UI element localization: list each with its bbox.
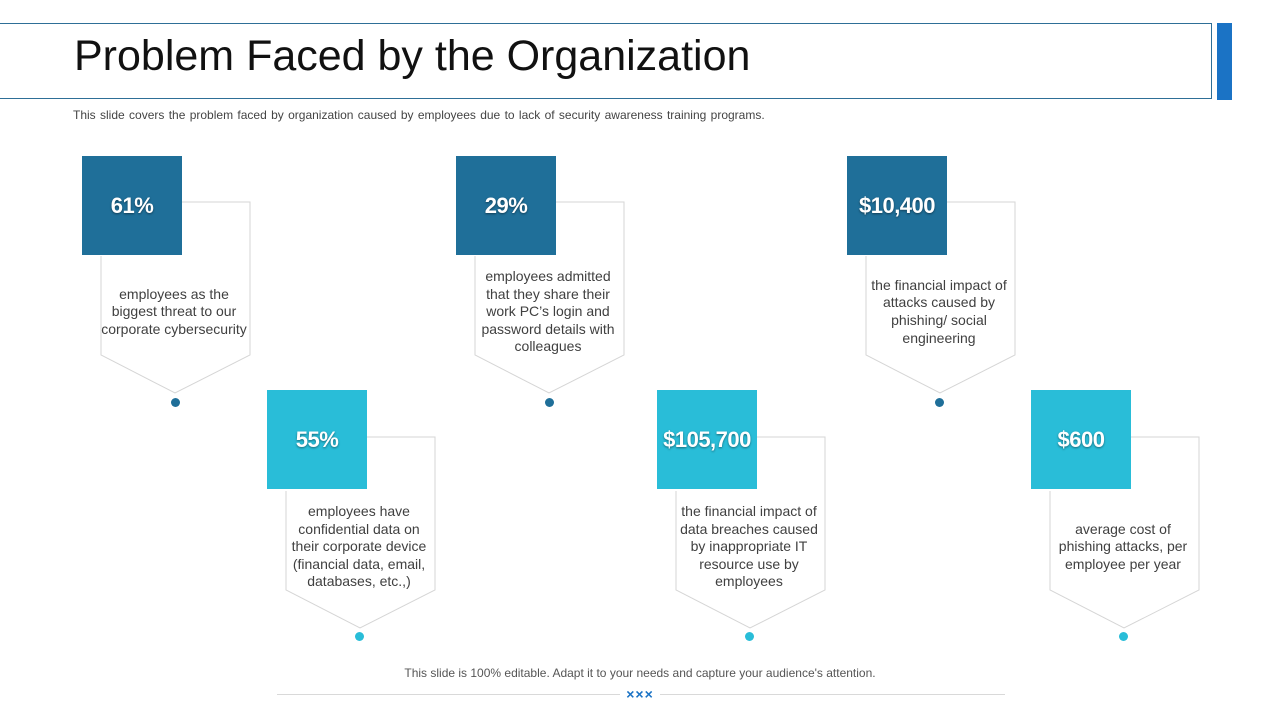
stat-value-1: 61% (82, 156, 182, 255)
stat-marker-dot-4 (745, 632, 754, 641)
stat-value-2: 55% (267, 390, 367, 489)
stat-description-2: employees have confidential data on their corporate device (financial data, email, databases, etc.,) (291, 503, 427, 590)
title-accent-bar (1217, 23, 1232, 100)
footer-decoration-icon: ××× (620, 686, 660, 702)
stat-value-6: $600 (1031, 390, 1131, 489)
stat-marker-dot-3 (545, 398, 554, 407)
stat-value-4: $105,700 (657, 390, 757, 489)
footer-note: This slide is 100% editable. Adapt it to your needs and capture your audience's attention. (404, 666, 876, 680)
stat-marker-dot-6 (1119, 632, 1128, 641)
stat-marker-dot-2 (355, 632, 364, 641)
stat-description-4: the financial impact of data breaches caused by inappropriate IT resource use by employees (680, 503, 818, 590)
stat-value-5: $10,400 (847, 156, 947, 255)
stat-description-5: the financial impact of attacks caused by phishing/ social engineering (871, 276, 1007, 346)
stat-value-3: 29% (456, 156, 556, 255)
stat-marker-dot-5 (935, 398, 944, 407)
stat-description-3: employees admitted that they share their work PC’s login and password details with colleagues (481, 268, 615, 355)
page-subtitle: This slide covers the problem faced by organization caused by employees due to lack of security awareness training programs. (73, 108, 765, 122)
stat-description-6: average cost of phishing attacks, per employee per year (1058, 520, 1188, 572)
stat-description-1: employees as the biggest threat to our corporate cybersecurity (101, 285, 247, 337)
stat-marker-dot-1 (171, 398, 180, 407)
page-title: Problem Faced by the Organization (74, 32, 751, 80)
